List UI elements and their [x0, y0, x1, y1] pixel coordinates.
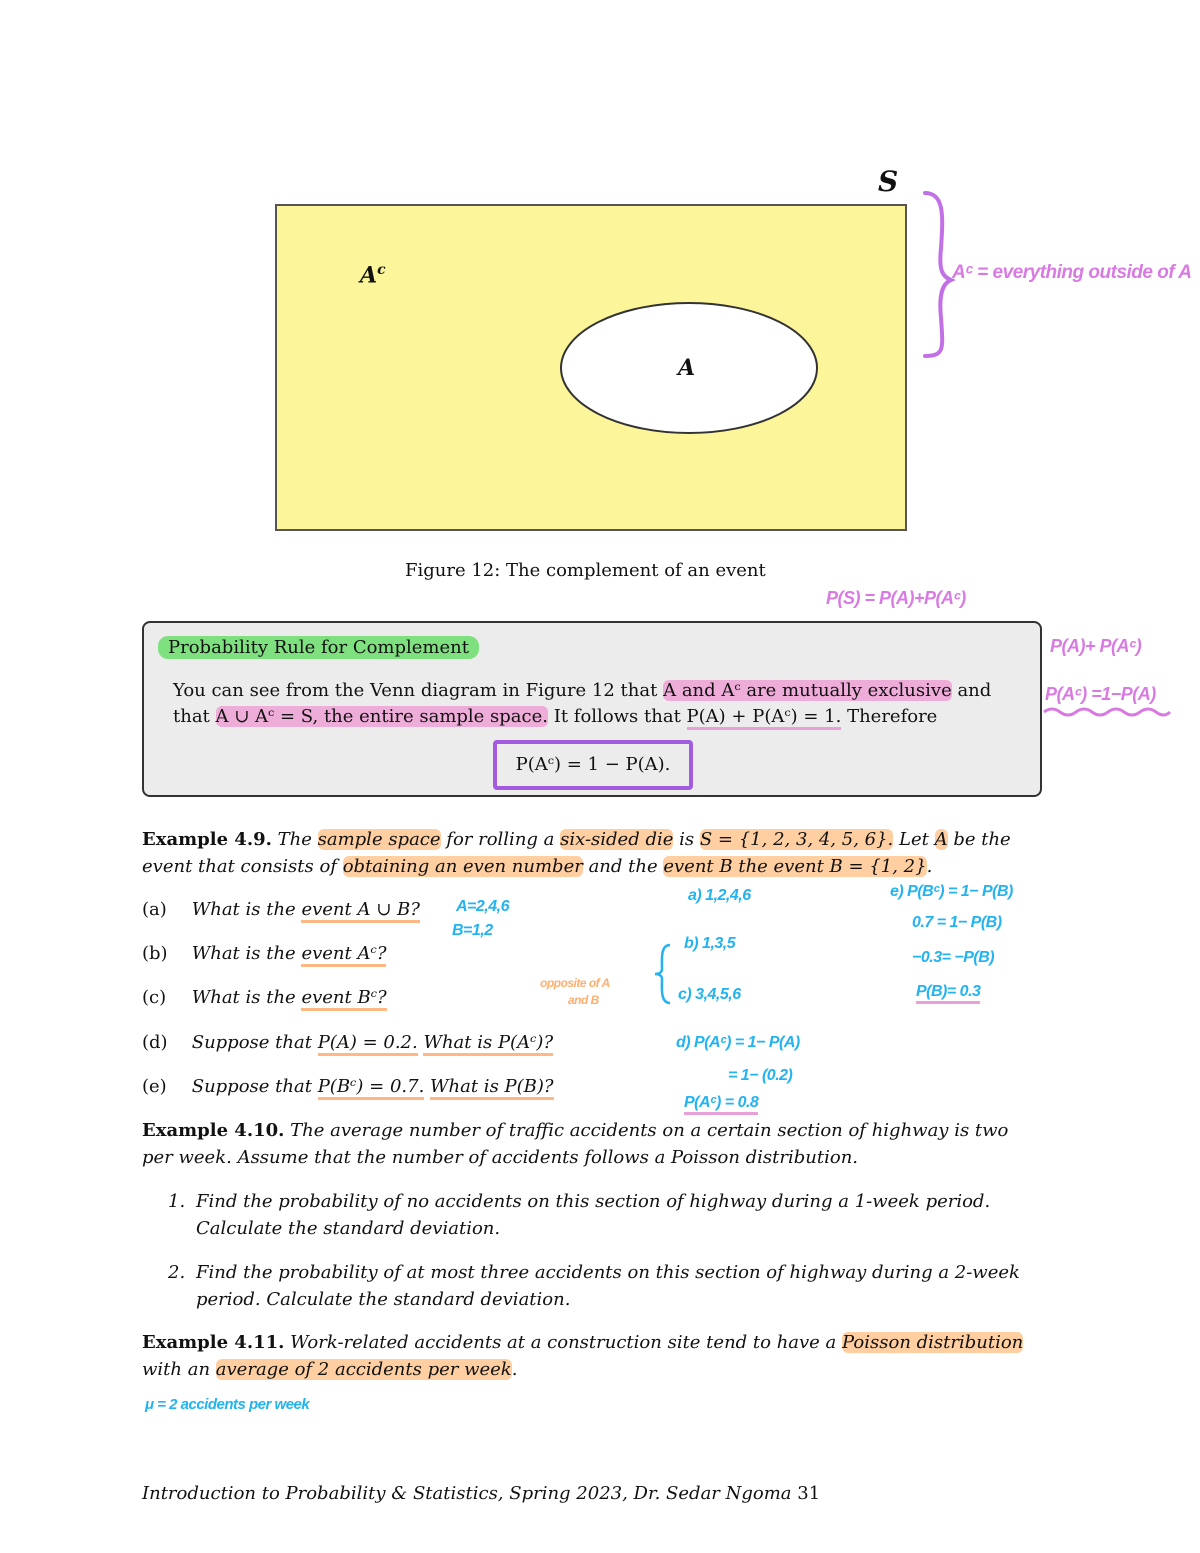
ex49-item-c-pre: What is the: [191, 987, 296, 1008]
ex49-item-e-pre: Suppose that: [191, 1076, 312, 1097]
ex49-item-e-hl: P(Bᶜ) = 0.7.: [318, 1076, 425, 1100]
wavy-underline: [1042, 704, 1172, 720]
example-4-9-label: Example 4.9.: [142, 829, 272, 850]
rule-box-line1: [173, 677, 991, 704]
opposite-note-1: opposite of A: [540, 976, 610, 990]
opposite-note-2: and B: [568, 993, 599, 1007]
rule-annotation: P(Aᶜ) =1−P(A): [1045, 684, 1156, 704]
ex410-item-2: [168, 1259, 1020, 1313]
ex49-t1: The: [277, 829, 312, 850]
ex411-average: average of 2 accidents per week: [215, 1359, 512, 1380]
page-number: 31: [797, 1483, 821, 1504]
rule-line2-pre: that: [173, 706, 210, 727]
ex49-item-e: [142, 1073, 554, 1100]
event-a-label: A: [678, 355, 696, 381]
answer-a-note: a) 1,2,4,6: [688, 887, 751, 904]
answer-e-line1: e) P(Bᶜ) = 1− P(B): [890, 883, 1013, 900]
ex49-item-a-hl: event A ∪ B?: [301, 899, 419, 923]
ex49-six-sided-die: six-sided die: [560, 829, 674, 850]
complement-label: [360, 262, 386, 288]
ex49-u5: .: [926, 856, 933, 877]
complement-label-base: A: [360, 262, 378, 289]
ex49-t7: Let: [899, 829, 929, 850]
rule-line2-mid: It follows that: [553, 706, 681, 727]
sum-annotation: P(A)+ P(Aᶜ): [1050, 636, 1142, 656]
complement-formula: [493, 740, 693, 790]
rule-line2-post: Therefore: [847, 706, 938, 727]
answer-d-line3: P(Aᶜ) = 0.8: [684, 1094, 758, 1115]
rule-line1-pre: You can see from the Venn diagram in Figure 12 that: [173, 680, 658, 701]
ex49-item-d-hl: P(A) = 0.2.: [318, 1032, 418, 1056]
ex410-item-2-l1: Find the probability of at most three accidents on this section of highway during a 2-week: [196, 1262, 1020, 1283]
rule-box-title-text: Probability Rule for Complement: [168, 637, 469, 658]
venn-svg: [270, 160, 920, 540]
b-set-note: B=1,2: [452, 922, 493, 939]
ex49-item-b: [142, 940, 386, 967]
rule-line1-post: and: [957, 680, 992, 701]
ex49-item-a: [142, 896, 420, 923]
ex49-item-b-hl: event Aᶜ?: [301, 943, 386, 967]
ex49-item-e-post: What is P(B)?: [430, 1076, 554, 1100]
ex410-item-1-l2: Calculate the standard deviation.: [196, 1218, 501, 1239]
small-brace: [652, 943, 674, 1005]
rule-line2-equation: P(A) + P(Aᶜ) = 1.: [687, 706, 842, 730]
ex49-item-e-tag: (e): [142, 1076, 167, 1097]
curly-brace-path: [925, 193, 951, 356]
wavy-underline-path: [1044, 709, 1170, 715]
ex49-sample-space: sample space: [317, 829, 441, 850]
mu-annotation: μ = 2 accidents per week: [145, 1396, 310, 1413]
ex411-line2-post: .: [511, 1359, 518, 1380]
ex49-item-d-post: What is P(Aᶜ)?: [423, 1032, 553, 1056]
ex49-even-number: obtaining an even number: [342, 856, 583, 877]
ex49-item-a-pre: What is the: [191, 899, 296, 920]
ex49-u1: event that consists of: [142, 856, 337, 877]
curly-brace-annotation: [915, 188, 955, 363]
sample-space-label: S: [878, 165, 899, 198]
small-brace-path: [655, 945, 670, 1003]
ex410-item-1-num: 1.: [168, 1191, 186, 1212]
ex49-t3: for rolling a: [446, 829, 555, 850]
ex49-t5: is: [679, 829, 695, 850]
answer-d-line2: = 1− (0.2): [728, 1067, 793, 1084]
example-4-9-line1: [142, 826, 1011, 853]
ex49-item-c-hl: event Bᶜ?: [301, 987, 386, 1011]
ex411-line2-pre: with an: [142, 1359, 211, 1380]
rule-line1-highlight: A and Aᶜ are mutually exclusive: [663, 680, 952, 701]
example-4-10-label: Example 4.10.: [142, 1120, 285, 1141]
answer-c-note: c) 3,4,5,6: [678, 986, 741, 1003]
venn-diagram: [270, 160, 920, 540]
ex410-item-2-l2: period. Calculate the standard deviation.: [196, 1289, 571, 1310]
ex49-item-a-tag: (a): [142, 899, 167, 920]
ex410-item-2-num: 2.: [168, 1262, 186, 1283]
ex410-item-1-l1: Find the probability of no accidents on this section of highway during a 1-week period.: [196, 1191, 991, 1212]
footer-text: Introduction to Probability & Statistics, Spring 2023, Dr. Sedar Ngoma: [142, 1483, 792, 1504]
rule-line2-highlight: A ∪ Aᶜ = S, the entire sample space.: [215, 706, 548, 727]
complement-formula-text: P(Aᶜ) = 1 − P(A).: [515, 754, 671, 775]
example-4-11-line1: [142, 1329, 1023, 1356]
ex49-event-b: event B the event B = {1, 2}: [663, 856, 927, 877]
rule-box-line2: [173, 703, 937, 730]
ps-annotation: P(S) = P(A)+P(Aᶜ): [826, 588, 966, 608]
ex49-sample-set: S = {1, 2, 3, 4, 5, 6}.: [699, 829, 894, 850]
ex410-item-1: [168, 1188, 990, 1242]
a-set-note: A=2,4,6: [456, 898, 509, 915]
ex49-item-c: [142, 984, 387, 1011]
complement-label-sup: c: [377, 262, 386, 278]
ex49-item-d-pre: Suppose that: [191, 1032, 312, 1053]
footer: [142, 1480, 820, 1507]
ex49-item-c-tag: (c): [142, 987, 167, 1008]
ex410-line1-text: The average number of traffic accidents on a certain section of highway is two: [290, 1120, 1009, 1141]
ex411-poisson: Poisson distribution: [842, 1332, 1024, 1353]
ex49-u3: and the: [588, 856, 658, 877]
example-4-9-line2: [142, 853, 932, 880]
ex49-event-a: A: [934, 829, 948, 850]
example-4-11-label: Example 4.11.: [142, 1332, 285, 1353]
answer-b-note: b) 1,3,5: [684, 935, 736, 952]
figure-caption: Figure 12: The complement of an event: [405, 560, 766, 581]
answer-e-line3: −0.3= −P(B): [912, 949, 995, 966]
answer-d-line1: d) P(Aᶜ) = 1− P(A): [676, 1034, 800, 1051]
ex49-t9: be the: [953, 829, 1011, 850]
answer-e-line4: P(B)= 0.3: [916, 983, 980, 1004]
ex411-line1-pre: Work-related accidents at a construction site tend to have a: [290, 1332, 837, 1353]
ex49-item-b-tag: (b): [142, 943, 168, 964]
ex49-item-d: [142, 1029, 553, 1056]
example-4-10-line2: per week. Assume that the number of accidents follows a Poisson distribution.: [142, 1147, 859, 1168]
example-4-10-line1: [142, 1117, 1008, 1144]
ex49-item-b-pre: What is the: [191, 943, 296, 964]
example-4-11-line2: [142, 1356, 517, 1383]
rule-box-title: [158, 636, 479, 659]
answer-e-line2: 0.7 = 1− P(B): [912, 914, 1002, 931]
ex49-item-d-tag: (d): [142, 1032, 168, 1053]
complement-annotation: Aᶜ = everything outside of A: [952, 262, 1192, 283]
